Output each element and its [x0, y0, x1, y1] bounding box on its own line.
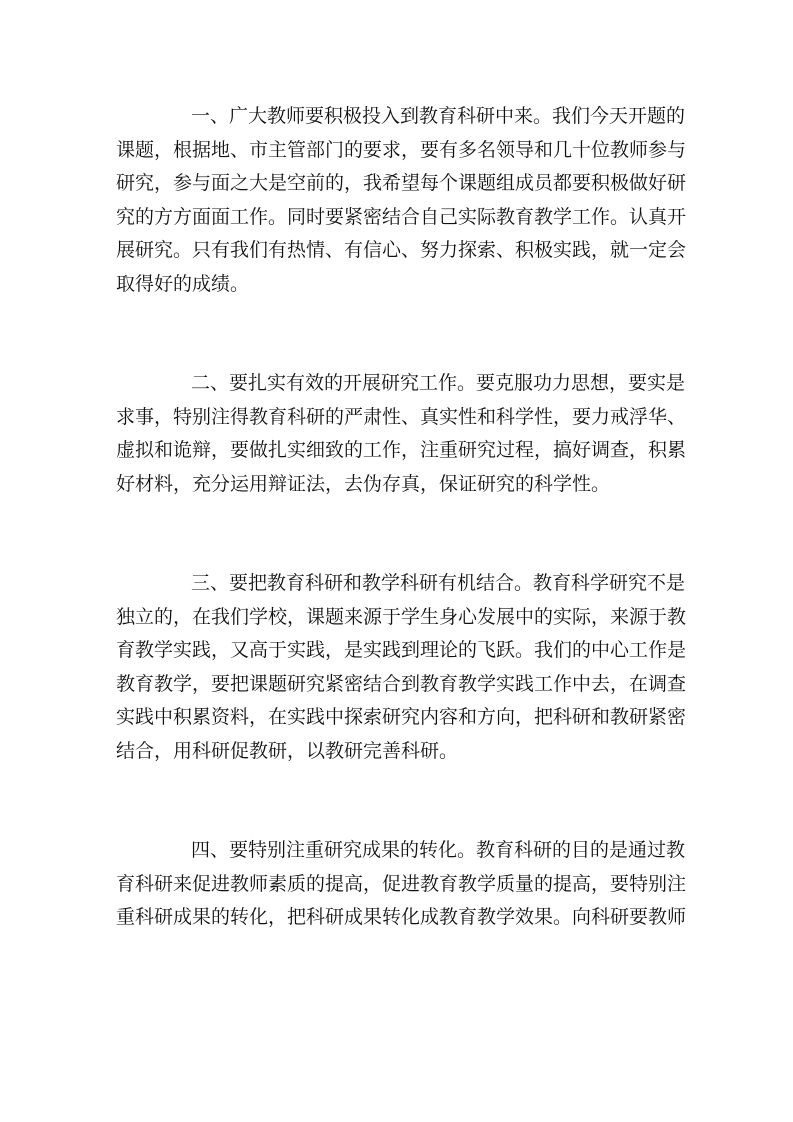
paragraph-line: 二、要扎实有效的开展研究工作。要克服功力思想，要实是: [191, 372, 686, 394]
paragraph-line: 教育教学，要把课题研究紧密结合到教育教学实践工作中去，在调查: [116, 672, 687, 695]
paragraph-4: [116, 834, 689, 935]
paragraph-spacer: [116, 301, 689, 367]
paragraph-spacer: [116, 501, 689, 567]
paragraph-3: [116, 567, 689, 768]
paragraph-line: 好材料，充分运用辩证法，去伪存真，保证研究的科学性。: [116, 472, 611, 495]
paragraph-line: 育科研来促进教师素质的提高，促进教育教学质量的提高，要特别注: [116, 872, 687, 895]
paragraph-line: 虚拟和诡辩，要做扎实细致的工作，注重研究过程，搞好调查，积累: [116, 439, 687, 461]
paragraph-spacer: [116, 768, 689, 834]
paragraph-line: 求事，特别注得教育科研的严肃性、真实性和科学性，要力戒浮华、: [116, 405, 687, 428]
paragraph-line: 育教学实践，又高于实践，是实践到理论的飞跃。我们的中心工作是: [116, 639, 687, 661]
paragraph-line: 展研究。只有我们有热情、有信心、努力探索、积极实践，就一定会: [116, 239, 687, 261]
paragraph-line: 独立的，在我们学校，课题来源于学生身心发展中的实际，来源于教: [116, 605, 687, 628]
paragraph-2: [116, 367, 689, 501]
paragraph-line: 一、广大教师要积极投入到教育科研中来。我们今天开题的: [191, 105, 686, 127]
paragraph-line: 究的方方面面工作。同时要紧密结合自己实际教育教学工作。认真开: [116, 205, 687, 228]
document-page: [116, 100, 689, 935]
paragraph-1: [116, 100, 689, 301]
paragraph-line: 三、要把教育科研和教学科研有机结合。教育科学研究不是: [191, 572, 686, 594]
paragraph-line: 重科研成果的转化，把科研成果转化成教育教学效果。向科研要教师: [116, 906, 687, 928]
paragraph-line: 取得好的成绩。: [116, 272, 250, 295]
paragraph-line: 实践中积累资料，在实践中探索研究内容和方向，把科研和教研紧密: [116, 706, 687, 728]
paragraph-line: 四、要特别注重研究成果的转化。教育科研的目的是通过教: [191, 839, 686, 861]
paragraph-line: 结合，用科研促教研，以教研完善科研。: [116, 739, 459, 762]
paragraph-line: 研究，参与面之大是空前的，我希望每个课题组成员都要积极做好研: [116, 172, 687, 194]
paragraph-line: 课题，根据地、市主管部门的要求，要有多名领导和几十位教师参与: [116, 138, 687, 161]
